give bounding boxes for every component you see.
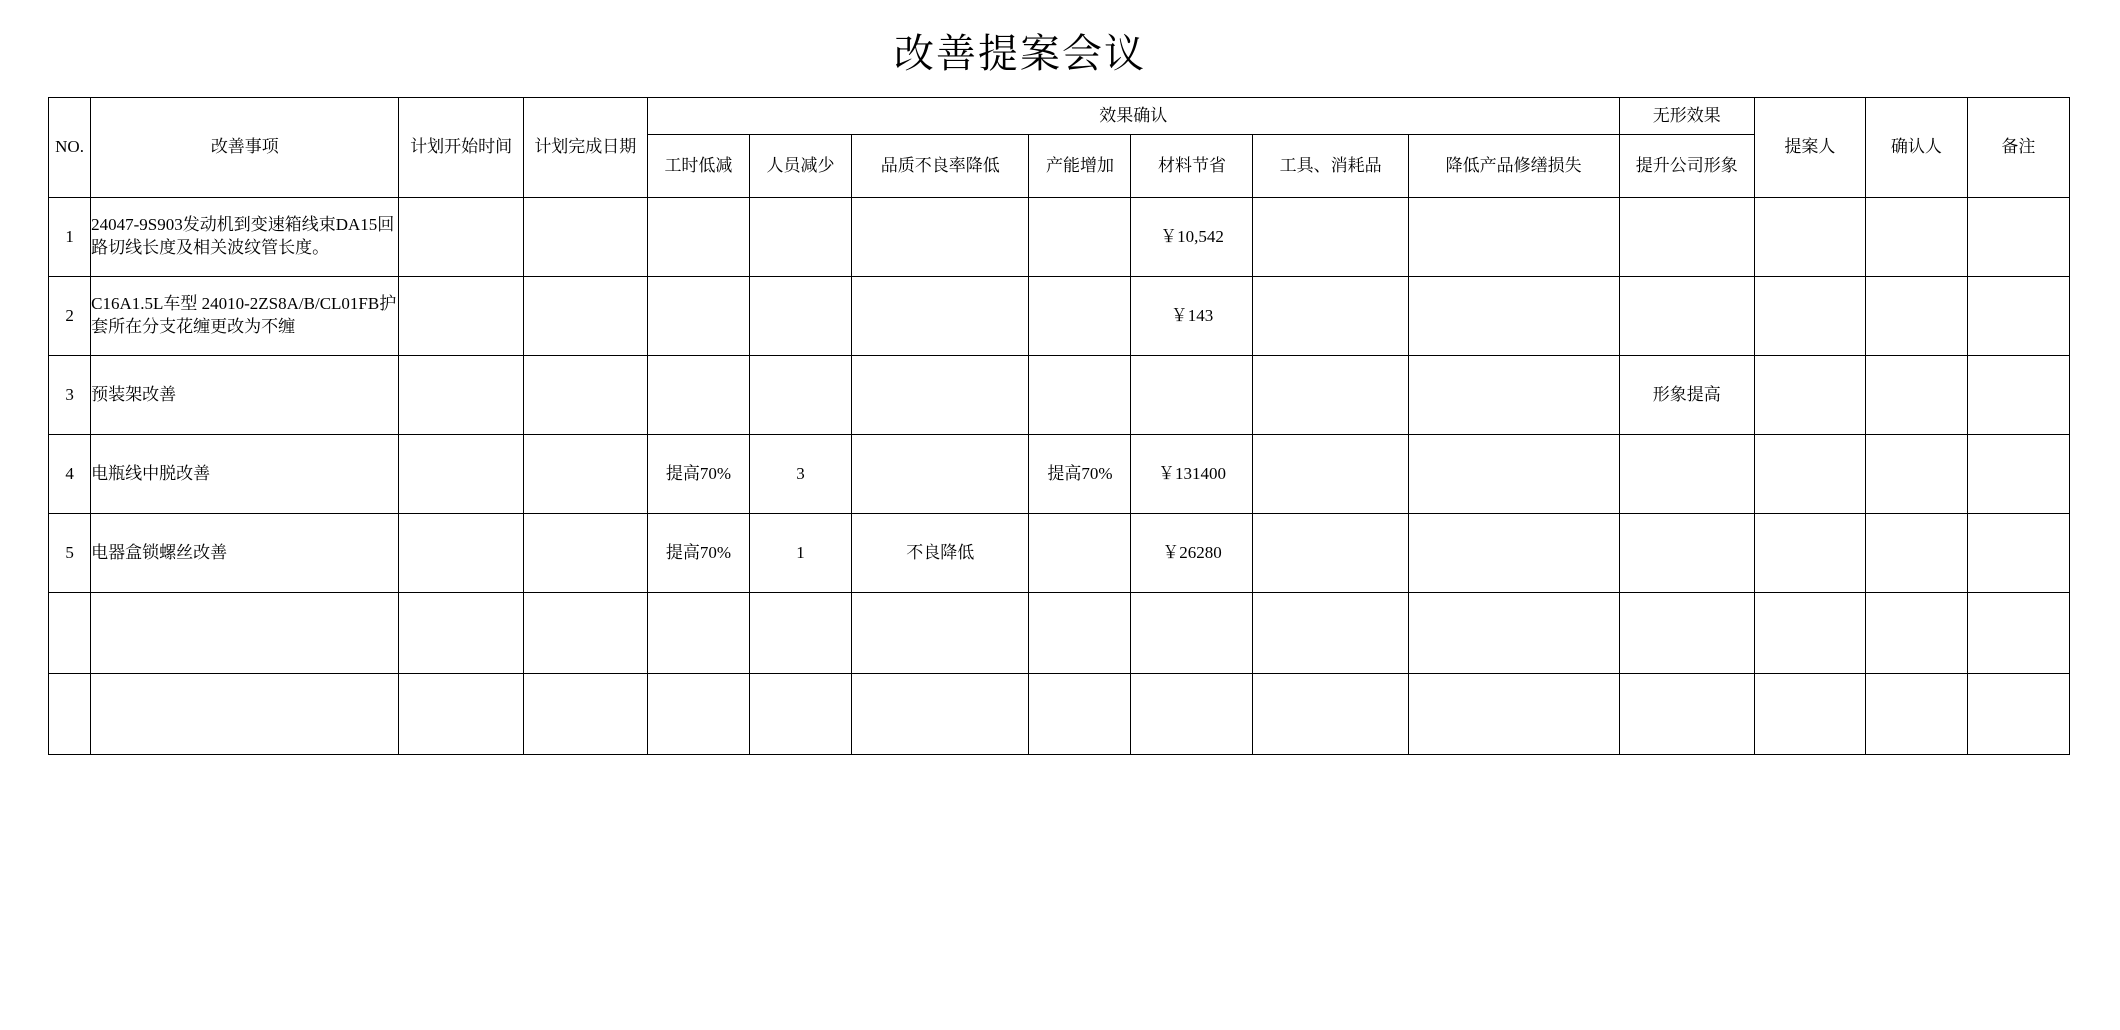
cell-repair-loss — [1408, 277, 1619, 356]
cell-quality-defect — [851, 198, 1028, 277]
cell-item: C16A1.5L车型 24010-2ZS8A/B/CL01FB护套所在分支花缠更改为不缠 — [91, 277, 399, 356]
cell-hour-reduce — [647, 593, 749, 674]
header-row-group — [49, 98, 2070, 135]
cell-hour-reduce — [647, 198, 749, 277]
column-header-hour-reduce: 工时低减 — [647, 135, 749, 198]
table-row — [49, 593, 2070, 674]
cell-repair-loss — [1408, 514, 1619, 593]
cell-proposer — [1754, 593, 1865, 674]
cell-plan-start — [399, 435, 523, 514]
cell-capacity-up: 提高70% — [1029, 435, 1131, 514]
cell-people-reduce — [749, 593, 851, 674]
cell-hour-reduce — [647, 277, 749, 356]
cell-no — [49, 674, 91, 755]
cell-people-reduce: 1 — [749, 514, 851, 593]
cell-company-image — [1619, 593, 1754, 674]
cell-no: 4 — [49, 435, 91, 514]
column-header-plan-start: 计划开始时间 — [399, 98, 523, 198]
cell-plan-start — [399, 356, 523, 435]
cell-capacity-up — [1029, 277, 1131, 356]
cell-proposer — [1754, 356, 1865, 435]
cell-capacity-up — [1029, 356, 1131, 435]
cell-quality-defect — [851, 435, 1028, 514]
cell-item — [91, 674, 399, 755]
cell-remark — [1967, 514, 2069, 593]
column-header-people-reduce: 人员减少 — [749, 135, 851, 198]
cell-hour-reduce — [647, 674, 749, 755]
cell-plan-end — [523, 593, 647, 674]
cell-remark — [1967, 435, 2069, 514]
cell-proposer — [1754, 435, 1865, 514]
cell-plan-start — [399, 593, 523, 674]
cell-tools-consumables — [1253, 356, 1408, 435]
improvement-proposal-table — [48, 97, 2070, 755]
cell-quality-defect — [851, 593, 1028, 674]
cell-plan-start — [399, 198, 523, 277]
cell-plan-end — [523, 198, 647, 277]
column-header-capacity-up: 产能增加 — [1029, 135, 1131, 198]
cell-capacity-up — [1029, 593, 1131, 674]
cell-quality-defect — [851, 277, 1028, 356]
column-header-no: NO. — [49, 98, 91, 198]
cell-tools-consumables — [1253, 198, 1408, 277]
cell-confirmer — [1865, 198, 1967, 277]
cell-proposer — [1754, 514, 1865, 593]
cell-plan-end — [523, 435, 647, 514]
table-header — [49, 98, 2070, 198]
cell-remark — [1967, 277, 2069, 356]
column-header-quality-defect: 品质不良率降低 — [851, 135, 1028, 198]
cell-company-image — [1619, 198, 1754, 277]
cell-material-save: ￥26280 — [1131, 514, 1253, 593]
column-header-tools-consumables: 工具、消耗品 — [1253, 135, 1408, 198]
cell-repair-loss — [1408, 356, 1619, 435]
cell-plan-start — [399, 277, 523, 356]
cell-company-image — [1619, 277, 1754, 356]
cell-company-image: 形象提高 — [1619, 356, 1754, 435]
cell-material-save — [1131, 674, 1253, 755]
column-header-plan-end: 计划完成日期 — [523, 98, 647, 198]
cell-hour-reduce: 提高70% — [647, 514, 749, 593]
cell-remark — [1967, 356, 2069, 435]
cell-plan-end — [523, 674, 647, 755]
cell-item: 电瓶线中脱改善 — [91, 435, 399, 514]
cell-company-image — [1619, 514, 1754, 593]
cell-confirmer — [1865, 674, 1967, 755]
cell-no: 2 — [49, 277, 91, 356]
cell-proposer — [1754, 198, 1865, 277]
page-title: 改善提案会议 — [894, 32, 1146, 76]
cell-hour-reduce — [647, 356, 749, 435]
cell-repair-loss — [1408, 435, 1619, 514]
cell-people-reduce — [749, 277, 851, 356]
cell-people-reduce — [749, 356, 851, 435]
cell-quality-defect: 不良降低 — [851, 514, 1028, 593]
table-row — [49, 277, 2070, 356]
cell-no: 3 — [49, 356, 91, 435]
cell-remark — [1967, 198, 2069, 277]
column-header-company-image: 提升公司形象 — [1619, 135, 1754, 198]
cell-confirmer — [1865, 277, 1967, 356]
cell-hour-reduce: 提高70% — [647, 435, 749, 514]
column-header-proposer: 提案人 — [1754, 98, 1865, 198]
column-header-material-save: 材料节省 — [1131, 135, 1253, 198]
cell-people-reduce — [749, 198, 851, 277]
cell-confirmer — [1865, 356, 1967, 435]
group-header-effect-confirm: 效果确认 — [647, 98, 1619, 135]
cell-plan-start — [399, 674, 523, 755]
cell-material-save: ￥131400 — [1131, 435, 1253, 514]
cell-plan-start — [399, 514, 523, 593]
cell-repair-loss — [1408, 593, 1619, 674]
cell-confirmer — [1865, 435, 1967, 514]
cell-plan-end — [523, 514, 647, 593]
column-header-confirmer: 确认人 — [1865, 98, 1967, 198]
column-header-repair-loss: 降低产品修缮损失 — [1408, 135, 1619, 198]
cell-company-image — [1619, 435, 1754, 514]
cell-material-save: ￥143 — [1131, 277, 1253, 356]
cell-quality-defect — [851, 356, 1028, 435]
cell-confirmer — [1865, 593, 1967, 674]
table-row — [49, 356, 2070, 435]
cell-no: 1 — [49, 198, 91, 277]
column-header-remark: 备注 — [1967, 98, 2069, 198]
group-header-intangible-effect: 无形效果 — [1619, 98, 1754, 135]
table-row — [49, 674, 2070, 755]
cell-tools-consumables — [1253, 514, 1408, 593]
cell-remark — [1967, 593, 2069, 674]
cell-plan-end — [523, 277, 647, 356]
cell-capacity-up — [1029, 674, 1131, 755]
cell-material-save — [1131, 593, 1253, 674]
table-body — [49, 198, 2070, 755]
table-row — [49, 198, 2070, 277]
cell-repair-loss — [1408, 198, 1619, 277]
table-row — [49, 435, 2070, 514]
cell-people-reduce — [749, 674, 851, 755]
cell-tools-consumables — [1253, 593, 1408, 674]
cell-proposer — [1754, 277, 1865, 356]
cell-tools-consumables — [1253, 674, 1408, 755]
cell-capacity-up — [1029, 514, 1131, 593]
cell-people-reduce: 3 — [749, 435, 851, 514]
cell-material-save: ￥10,542 — [1131, 198, 1253, 277]
cell-no: 5 — [49, 514, 91, 593]
cell-repair-loss — [1408, 674, 1619, 755]
cell-no — [49, 593, 91, 674]
cell-material-save — [1131, 356, 1253, 435]
cell-company-image — [1619, 674, 1754, 755]
column-header-item: 改善事项 — [91, 98, 399, 198]
cell-remark — [1967, 674, 2069, 755]
cell-item: 24047-9S903发动机到变速箱线束DA15回路切线长度及相关波纹管长度。 — [91, 198, 399, 277]
cell-confirmer — [1865, 514, 1967, 593]
cell-item: 预装架改善 — [91, 356, 399, 435]
cell-quality-defect — [851, 674, 1028, 755]
cell-plan-end — [523, 356, 647, 435]
cell-tools-consumables — [1253, 435, 1408, 514]
cell-item — [91, 593, 399, 674]
cell-proposer — [1754, 674, 1865, 755]
table-row — [49, 514, 2070, 593]
cell-item: 电器盒锁螺丝改善 — [91, 514, 399, 593]
cell-capacity-up — [1029, 198, 1131, 277]
cell-tools-consumables — [1253, 277, 1408, 356]
